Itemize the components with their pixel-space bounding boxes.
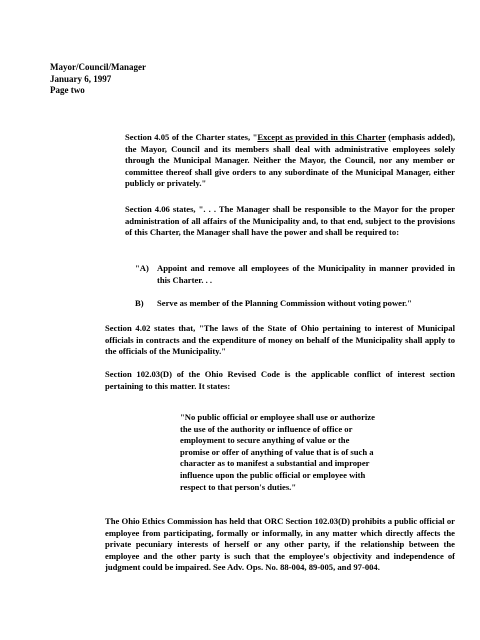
- p1-trailing-text: (emphasis added), the Mayor, Council and its members shall deal with administrative employees solely through the Municipal Manager. Neither the Mayor, the Council, nor any member or committee thereof shall give orders to any subordinate of the Municipal Manager, either publicly or privately.": [125, 132, 456, 189]
- list-marker-b: B): [135, 298, 144, 308]
- paragraph-ethics-commission: The Ohio Ethics Commission has held that ORC Section 102.03(D) prohibits a public official or employee from participating, formally or informally, in any matter which directly affects the private pecuniary interests of herself or any other party, if the relationship between the employee and the other party is such that the employee's objectivity and independence of judgment could be impaired. See Adv. Ops. No. 88-004, 89-005, and 97-004.: [105, 516, 455, 573]
- paragraph-section-4-05: [125, 132, 455, 190]
- paragraph-orc-102-03d: Section 102.03(D) of the Ohio Revised Code is the applicable conflict of interest section pertaining to this matter. It states:: [105, 369, 455, 391]
- paragraph-section-4-06: Section 4.06 states, ". . . The Manager shall be responsible to the Mayor for the proper administration of all affairs of the Municipality and, to that end, subject to the provisions of this Charter, the Manager shall have the power and shall be required to:: [125, 204, 455, 238]
- list-item-b: [135, 298, 455, 310]
- p1-emphasis-text: Except as provided in this Charter: [257, 132, 386, 142]
- header-page-number: Page two: [50, 85, 85, 95]
- paragraph-section-4-02: Section 4.02 states that, "The laws of the State of Ohio pertaining to interest of Municipal officials in contracts and the expenditure of money on behalf of the Municipality shall apply to the officials of the Municipality.": [105, 323, 455, 357]
- list-marker-a: "A): [135, 263, 149, 273]
- header-date: January 6, 1997: [50, 73, 112, 84]
- p1-lead-text: Section 4.05 of the Charter states, ": [125, 132, 258, 142]
- block-quote-orc: "No public official or employee shall use or authorize the use of the authority or influence of office or employment to secure anything of value or the promise or offer of anything of value that is of such a character as to manifest a substantial and improper influence upon the public official or employee with respect to that person's duties.": [180, 412, 375, 492]
- header-recipients: Mayor/Council/Manager: [50, 62, 146, 72]
- list-item-a: [135, 263, 455, 286]
- list-text-a: Appoint and remove all employees of the Municipality in manner provided in this Charter. . .: [157, 263, 455, 285]
- list-text-b: Serve as member of the Planning Commission without voting power.": [157, 298, 412, 308]
- letter-header: [50, 62, 146, 97]
